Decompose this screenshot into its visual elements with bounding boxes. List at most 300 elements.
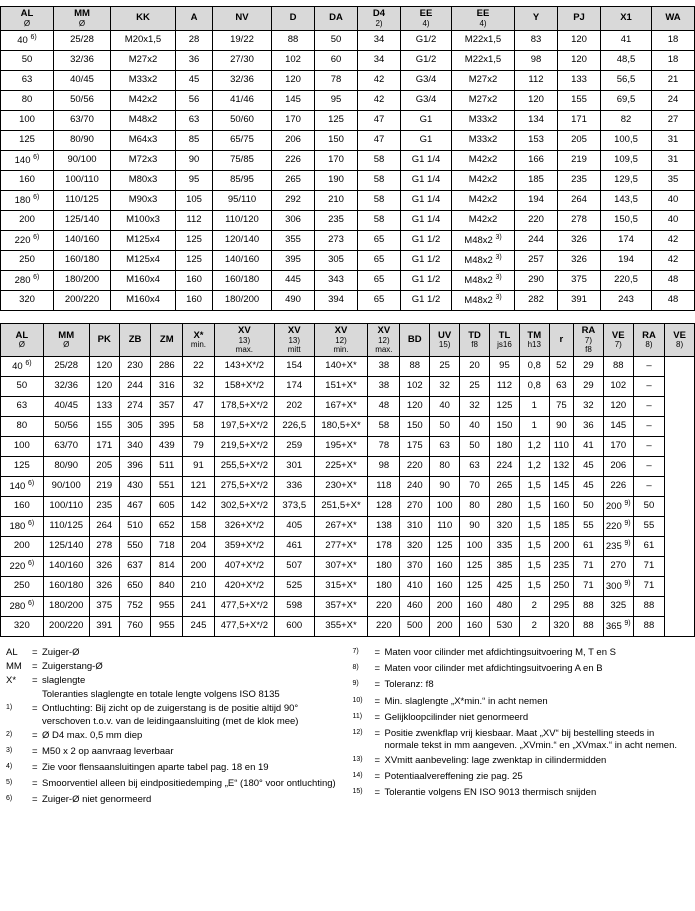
legend-equals: =: [374, 647, 381, 659]
table-cell: 170: [272, 111, 315, 131]
table-cell: 160: [1, 497, 44, 517]
table-cell: 220: [400, 457, 430, 477]
table-cell: 41: [601, 31, 652, 51]
table-cell: 2: [519, 617, 549, 637]
table-row: [1, 437, 695, 457]
table-cell: 180/200: [54, 271, 111, 291]
table-cell: 88: [633, 617, 665, 637]
table-cell: 22: [183, 357, 215, 377]
table-cell: 120: [515, 91, 558, 111]
table-cell: 197,5+X*/2: [214, 417, 274, 437]
datasheet-page: [0, 6, 695, 811]
table-cell: 220 $^{6)}$: [1, 557, 44, 577]
table-cell: 143+X*/2: [214, 357, 274, 377]
table-cell: 220,5: [601, 271, 652, 291]
table-cell: 205: [558, 131, 601, 151]
table-cell: 50: [430, 417, 460, 437]
table-cell: 50: [1, 51, 54, 71]
table-cell: 24: [652, 91, 695, 111]
table-cell: 28: [176, 31, 213, 51]
table-cell: 278: [558, 211, 601, 231]
legend-key: [6, 689, 32, 702]
table-cell: 125: [460, 557, 490, 577]
table-cell: 120: [272, 71, 315, 91]
table-cell: 760: [119, 617, 151, 637]
table-cell: 42: [358, 91, 401, 111]
table-cell: 205: [89, 457, 119, 477]
table-cell: 160: [460, 597, 490, 617]
legend-column-left: [6, 647, 343, 811]
table-row: [1, 377, 695, 397]
table-cell: 178,5+X*/2: [214, 397, 274, 417]
table-cell: 1,5: [519, 477, 549, 497]
legend-item: [6, 689, 343, 702]
legend-item: [353, 679, 690, 694]
table-cell: 88: [574, 597, 604, 617]
legend-text: Gelijkloopcilinder niet genormeerd: [384, 711, 529, 723]
table-cell: M33x2: [111, 71, 176, 91]
table-cell: 140/160: [54, 231, 111, 251]
table-cell: M27x2: [452, 91, 515, 111]
table-cell: 178: [368, 537, 400, 557]
table-cell: 80: [1, 91, 54, 111]
table-cell: 343: [315, 271, 358, 291]
table-cell: 480: [490, 597, 520, 617]
table-cell: 160: [1, 171, 54, 191]
table-cell: 235: [315, 211, 358, 231]
table-cell: 154: [274, 357, 314, 377]
table-cell: 160/180: [43, 577, 89, 597]
table-cell: M20x1,5: [111, 31, 176, 51]
table-cell: 180: [490, 437, 520, 457]
table-cell: 125: [490, 397, 520, 417]
table-cell: 600: [274, 617, 314, 637]
table-cell: 171: [89, 437, 119, 457]
legend-equals: =: [32, 647, 38, 659]
table-cell: 357+X*: [314, 597, 368, 617]
legend-text: Zie voor flensaansluitingen aparte tabel pag. 18 en 19: [42, 762, 269, 774]
table-2-body: [1, 357, 695, 637]
table-cell: 71: [574, 577, 604, 597]
table-cell: 150: [400, 417, 430, 437]
table-cell: 200: [1, 537, 44, 557]
legend-item: [6, 730, 343, 745]
table-cell: M125x4: [111, 251, 176, 271]
legend-key: AL: [6, 647, 18, 659]
table-cell: 38: [368, 357, 400, 377]
table-cell: 605: [151, 497, 183, 517]
table-cell: 27/30: [213, 51, 272, 71]
legend-equals: =: [374, 695, 381, 707]
legend-key: 7): [352, 648, 359, 656]
legend-key: 15): [352, 787, 363, 795]
column-header-xv: XV 13) mitt: [274, 324, 314, 357]
table-cell: 75: [549, 397, 573, 417]
table-cell: M22x1,5: [452, 31, 515, 51]
table-cell: 80: [430, 457, 460, 477]
table-cell: 63: [1, 397, 44, 417]
table-cell: 125: [1, 457, 44, 477]
table-cell: 355: [272, 231, 315, 251]
table-cell: 224: [490, 457, 520, 477]
table-cell: 153: [515, 131, 558, 151]
table-cell: 71: [633, 557, 665, 577]
table-cell: 47: [358, 111, 401, 131]
table-cell: M48x2 $^{3)}$: [452, 271, 515, 291]
table-cell: 511: [151, 457, 183, 477]
table-cell: 1,5: [519, 517, 549, 537]
table-cell: 551: [151, 477, 183, 497]
table-cell: 58: [358, 151, 401, 171]
column-header-x1: X1: [601, 7, 652, 31]
table-cell: 204: [183, 537, 215, 557]
table-cell: G1/2: [401, 51, 452, 71]
table-cell: 50: [1, 377, 44, 397]
table-cell: –: [633, 357, 665, 377]
dimensions-table-2: [0, 323, 695, 637]
table-cell: 61: [633, 537, 665, 557]
table-cell: 32: [183, 377, 215, 397]
table-cell: 110/125: [54, 191, 111, 211]
table-cell: 230+X*: [314, 477, 368, 497]
table-cell: 47: [358, 131, 401, 151]
table-cell: 394: [315, 291, 358, 311]
table-cell: 355+X*: [314, 617, 368, 637]
legend-key: 2): [6, 730, 13, 738]
table-row: [1, 577, 695, 597]
legend-item: [6, 703, 343, 728]
table-cell: 167+X*: [314, 397, 368, 417]
table-cell: 110: [549, 437, 573, 457]
table-cell: 220: [368, 617, 400, 637]
table-cell: 31: [652, 151, 695, 171]
legend-text: Potentiaalvereffening zie pag. 25: [384, 770, 523, 782]
table-cell: 240: [400, 477, 430, 497]
column-header-a: A: [176, 7, 213, 31]
table-cell: 255,5+X*/2: [214, 457, 274, 477]
legend-text: slaglengte: [42, 675, 86, 687]
legend-item: [353, 787, 690, 802]
table-cell: 120: [558, 31, 601, 51]
legend-equals: =: [32, 675, 38, 687]
table-cell: 326+X*/2: [214, 517, 274, 537]
table-row: [1, 91, 695, 111]
table-cell: 118: [368, 477, 400, 497]
table-cell: 34: [358, 51, 401, 71]
column-header-xv: XV 12) min.: [314, 324, 368, 357]
table-cell: 305: [315, 251, 358, 271]
table-cell: 80/90: [43, 457, 89, 477]
table-cell: 140/160: [213, 251, 272, 271]
column-header-d: D: [272, 7, 315, 31]
table-cell: G1 1/4: [401, 191, 452, 211]
column-header-xv: XV 13) max.: [214, 324, 274, 357]
table-cell: M80x3: [111, 171, 176, 191]
legend-key: MM: [6, 661, 22, 673]
table-cell: 140 $^{6)}$: [1, 151, 54, 171]
table-2-header: [1, 324, 695, 357]
table-cell: 718: [151, 537, 183, 557]
legend-key: 14): [352, 771, 363, 779]
table-cell: M100x3: [111, 211, 176, 231]
table-cell: 250: [1, 251, 54, 271]
table-cell: 265: [490, 477, 520, 497]
table-cell: M42x2: [452, 171, 515, 191]
table-cell: 50: [315, 31, 358, 51]
table-cell: 120: [603, 397, 633, 417]
table-cell: 306: [272, 211, 315, 231]
legend-key: 5): [6, 779, 13, 787]
table-cell: 277+X*: [314, 537, 368, 557]
table-row: [1, 31, 695, 51]
table-cell: 41: [574, 437, 604, 457]
table-cell: 286: [151, 357, 183, 377]
table-cell: 85/95: [213, 171, 272, 191]
table-cell: 65: [358, 271, 401, 291]
table-cell: 61: [574, 537, 604, 557]
table-cell: 151+X*: [314, 377, 368, 397]
table-cell: 243: [601, 291, 652, 311]
table-cell: 282: [515, 291, 558, 311]
legend-text: Maten voor cilinder met afdichtingsuitvoering A en B: [384, 663, 603, 675]
table-cell: M48x2 $^{3)}$: [452, 231, 515, 251]
table-cell: 90: [176, 151, 213, 171]
table-cell: 41/46: [213, 91, 272, 111]
table-cell: 138: [368, 517, 400, 537]
table-cell: 320: [490, 517, 520, 537]
table-cell: 112: [490, 377, 520, 397]
table-cell: G1 1/2: [401, 271, 452, 291]
table-cell: M33x2: [452, 131, 515, 151]
legend-key: 6): [6, 795, 13, 803]
table-cell: M42x2: [452, 211, 515, 231]
table-cell: 310: [400, 517, 430, 537]
table-cell: 100: [1, 437, 44, 457]
table-cell: G3/4: [401, 71, 452, 91]
column-header-ee: EE 4): [452, 7, 515, 31]
table-row: [1, 557, 695, 577]
table-row: [1, 171, 695, 191]
table-cell: 142: [183, 497, 215, 517]
table-cell: G1 1/4: [401, 171, 452, 191]
table-cell: 206: [603, 457, 633, 477]
table-cell: 955: [151, 597, 183, 617]
table-cell: 40: [430, 397, 460, 417]
table-cell: 109,5: [601, 151, 652, 171]
table-cell: 226: [603, 477, 633, 497]
table-cell: 98: [368, 457, 400, 477]
table-cell: 55: [574, 517, 604, 537]
table-cell: 31: [652, 131, 695, 151]
table-cell: 75/85: [213, 151, 272, 171]
table-cell: 637: [119, 557, 151, 577]
table-cell: 32/36: [54, 51, 111, 71]
legend-text: Ø D4 max. 0,5 mm diep: [42, 729, 143, 741]
table-cell: 461: [274, 537, 314, 557]
table-cell: 25/28: [54, 31, 111, 51]
table-cell: 200 $^{9)}$: [603, 497, 633, 517]
table-cell: 420+X*/2: [214, 577, 274, 597]
table-cell: 305: [119, 417, 151, 437]
table-cell: 320: [1, 617, 44, 637]
table-cell: 90: [460, 517, 490, 537]
table-row: [1, 211, 695, 231]
table-cell: 357: [151, 397, 183, 417]
table-cell: 307+X*: [314, 557, 368, 577]
legend-item: [6, 661, 343, 674]
table-cell: 335: [490, 537, 520, 557]
table-cell: 143,5: [601, 191, 652, 211]
table-cell: 112: [515, 71, 558, 91]
legend-equals: =: [374, 679, 381, 691]
table-cell: 477,5+X*/2: [214, 597, 274, 617]
table-cell: 220 $^{6)}$: [1, 231, 54, 251]
table-cell: 58: [183, 417, 215, 437]
column-header-da: DA: [315, 7, 358, 31]
legend-text: Zuigerstang-Ø: [42, 661, 103, 673]
legend-equals: =: [374, 727, 381, 739]
column-header-kk: KK: [111, 7, 176, 31]
table-cell: 241: [183, 597, 215, 617]
table-cell: 120: [400, 397, 430, 417]
table-cell: 40 $^{6)}$: [1, 357, 44, 377]
table-cell: 375: [558, 271, 601, 291]
table-cell: 90/100: [54, 151, 111, 171]
table-cell: 133: [89, 397, 119, 417]
table-cell: 70: [460, 477, 490, 497]
table-cell: 120: [89, 357, 119, 377]
legend-column-right: [353, 647, 690, 811]
table-cell: 120: [558, 51, 601, 71]
table-cell: 25/28: [43, 357, 89, 377]
table-cell: 63: [176, 111, 213, 131]
table-cell: 270: [603, 557, 633, 577]
table-cell: 125/140: [43, 537, 89, 557]
table-cell: 27: [652, 111, 695, 131]
table-cell: 445: [272, 271, 315, 291]
column-header-ve: VE 7): [603, 324, 633, 357]
table-cell: 60: [315, 51, 358, 71]
table-row: [1, 597, 695, 617]
table-cell: 63: [460, 457, 490, 477]
table-cell: 78: [315, 71, 358, 91]
table-cell: 88: [603, 357, 633, 377]
table-cell: 48,5: [601, 51, 652, 71]
table-cell: 155: [558, 91, 601, 111]
table-cell: 200/220: [54, 291, 111, 311]
table-cell: 180/200: [213, 291, 272, 311]
legend-item: [6, 778, 343, 793]
table-cell: 71: [574, 557, 604, 577]
table-row: [1, 191, 695, 211]
table-cell: 425: [490, 577, 520, 597]
table-cell: 278: [89, 537, 119, 557]
legend-equals: =: [374, 754, 381, 766]
table-cell: 145: [603, 417, 633, 437]
table-cell: 80: [460, 497, 490, 517]
column-header-ee: EE 4): [401, 7, 452, 31]
table-cell: 160: [549, 497, 573, 517]
table-row: [1, 357, 695, 377]
legend-key: 8): [352, 664, 359, 672]
column-header-y: Y: [515, 7, 558, 31]
table-row: [1, 51, 695, 71]
table-cell: M27x2: [452, 71, 515, 91]
table-cell: G1 1/4: [401, 151, 452, 171]
legend-item: [353, 696, 690, 711]
table-cell: 158+X*/2: [214, 377, 274, 397]
table-cell: 220 $^{9)}$: [603, 517, 633, 537]
table-cell: 550: [119, 537, 151, 557]
table-cell: 396: [119, 457, 151, 477]
table-cell: G1: [401, 111, 452, 131]
table-cell: –: [633, 457, 665, 477]
table-cell: 955: [151, 617, 183, 637]
table-cell: 100,5: [601, 131, 652, 151]
table-row: [1, 291, 695, 311]
table-cell: 125: [176, 251, 213, 271]
table-cell: 158: [183, 517, 215, 537]
table-cell: M48x2 $^{3)}$: [452, 251, 515, 271]
table-cell: 340: [119, 437, 151, 457]
legend-equals: =: [32, 661, 38, 673]
legend-equals: =: [32, 703, 38, 715]
table-cell: G1 1/2: [401, 291, 452, 311]
legend-item: [6, 647, 343, 660]
table-cell: 1: [519, 397, 549, 417]
table-cell: 63: [430, 437, 460, 457]
table-cell: –: [633, 397, 665, 417]
table-cell: 125: [315, 111, 358, 131]
table-cell: 160/180: [213, 271, 272, 291]
table-cell: 385: [490, 557, 520, 577]
table-cell: 430: [119, 477, 151, 497]
table-1-body: [1, 31, 695, 311]
table-cell: 326: [89, 557, 119, 577]
table-cell: 40 $^{6)}$: [1, 31, 54, 51]
table-cell: 40/45: [54, 71, 111, 91]
table-cell: 0,8: [519, 357, 549, 377]
table-cell: 140/160: [43, 557, 89, 577]
table-cell: 58: [368, 417, 400, 437]
table-cell: M64x3: [111, 131, 176, 151]
legend-text: Zuiger-Ø niet genormeerd: [42, 794, 152, 806]
table-row: [1, 251, 695, 271]
column-header-ve: VE 8): [665, 324, 695, 357]
table-cell: 190: [315, 171, 358, 191]
table-cell: 301: [274, 457, 314, 477]
legend-key: 10): [352, 696, 363, 704]
table-cell: 82: [601, 111, 652, 131]
table-cell: 58: [358, 211, 401, 231]
table-cell: 752: [119, 597, 151, 617]
legend-key: 1): [6, 704, 13, 712]
table-cell: 160: [430, 577, 460, 597]
table-cell: 65/75: [213, 131, 272, 151]
table-cell: 102: [603, 377, 633, 397]
legend-text: Toleranz: f8: [384, 679, 434, 691]
table-cell: 206: [272, 131, 315, 151]
table-cell: 507: [274, 557, 314, 577]
column-header-mm: MM Ø: [43, 324, 89, 357]
table-cell: 63/70: [43, 437, 89, 457]
table-cell: 88: [400, 357, 430, 377]
table-cell: 257: [515, 251, 558, 271]
table-cell: 120/140: [213, 231, 272, 251]
table-cell: 273: [315, 231, 358, 251]
table-cell: 244: [515, 231, 558, 251]
table-header-row: [1, 7, 695, 31]
